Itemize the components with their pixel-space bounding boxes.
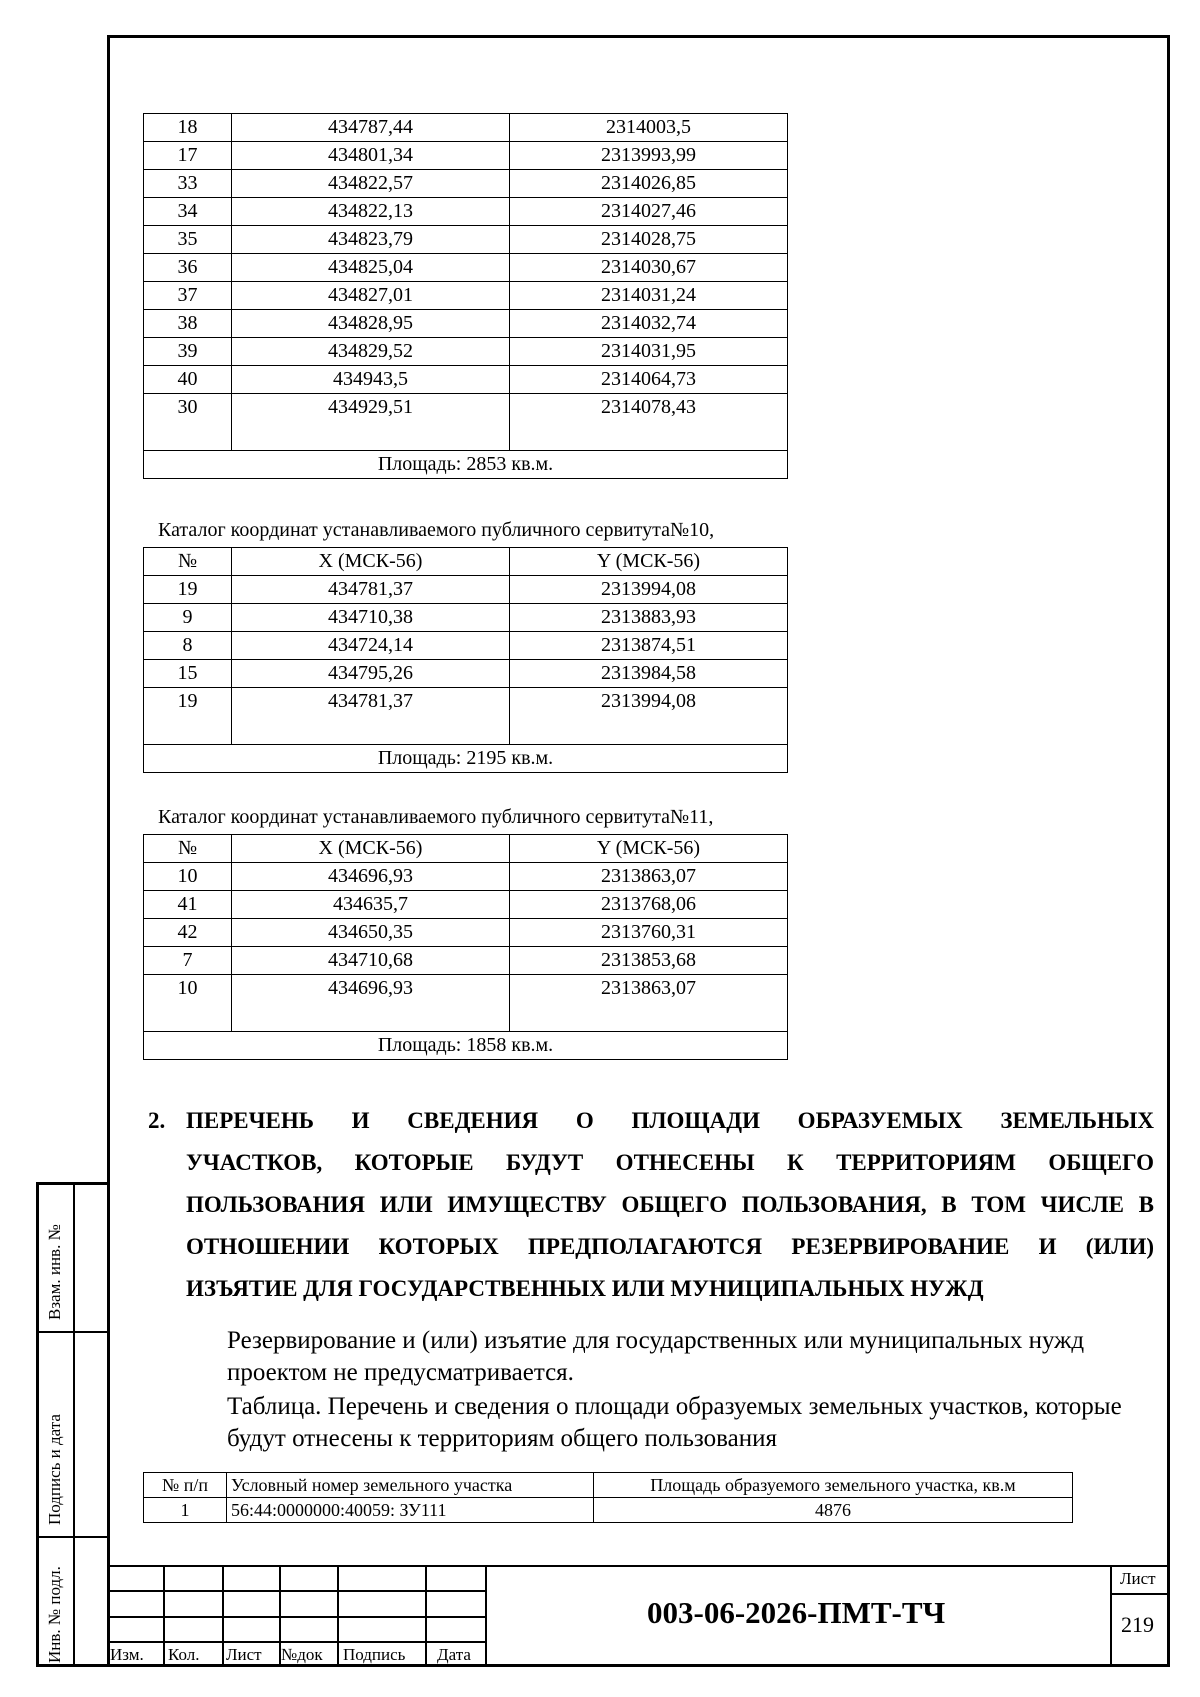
header-cell: X (МСК-56) xyxy=(232,548,510,576)
table-row xyxy=(144,198,788,226)
coordinates-table-11 xyxy=(143,834,788,1060)
header-cell: № п/п xyxy=(144,1473,227,1498)
table-cell: 434781,37 xyxy=(232,688,510,745)
table-row xyxy=(144,604,788,632)
table-cell: 38 xyxy=(144,310,232,338)
table-cell: 34 xyxy=(144,198,232,226)
table-area-row xyxy=(144,1032,788,1060)
heading-line: ПЕРЕЧЕНЬ И СВЕДЕНИЯ О ПЛОЩАДИ ОБРАЗУЕМЫХ ЗЕМЕЛЬНЫХ xyxy=(186,1108,1154,1133)
table-cell: 39 xyxy=(144,338,232,366)
table-cell: 434781,37 xyxy=(232,576,510,604)
table-cell: 434710,68 xyxy=(232,947,510,975)
table-cell: 434696,93 xyxy=(232,975,510,1032)
table-row xyxy=(144,1498,1073,1523)
heading-line: ИЗЪЯТИЕ ДЛЯ ГОСУДАРСТВЕННЫХ ИЛИ МУНИЦИПАЛЬНЫХ НУЖД xyxy=(186,1276,984,1301)
table-row xyxy=(144,632,788,660)
table-cell: 2314031,24 xyxy=(510,282,788,310)
table-cell: 10 xyxy=(144,863,232,891)
side-label-vzam: Взам. инв. № xyxy=(45,1224,64,1320)
table-row xyxy=(144,226,788,254)
table-cell: 2314027,46 xyxy=(510,198,788,226)
table-cell: 434724,14 xyxy=(232,632,510,660)
table-cell: 8 xyxy=(144,632,232,660)
table-cell: 434822,57 xyxy=(232,170,510,198)
stamp-col-data: Дата xyxy=(437,1645,471,1664)
table-cell: 2313863,07 xyxy=(510,863,788,891)
heading-line: ОТНОШЕНИИ КОТОРЫХ ПРЕДПОЛАГАЮТСЯ РЕЗЕРВИРОВАНИЕ И (ИЛИ) xyxy=(186,1234,1154,1259)
table-row xyxy=(144,142,788,170)
table-cell: 434828,95 xyxy=(232,310,510,338)
stamp-col-podpis: Подпись xyxy=(343,1645,406,1664)
table-cell: 37 xyxy=(144,282,232,310)
table-cell: 2314030,67 xyxy=(510,254,788,282)
table-cell: 434825,04 xyxy=(232,254,510,282)
table-cell: 2313993,99 xyxy=(510,142,788,170)
title-block xyxy=(107,1565,1170,1667)
table-cell: 2314003,5 xyxy=(510,114,788,142)
table-cell: 434929,51 xyxy=(232,394,510,451)
paragraph-table-title xyxy=(155,1391,1145,1455)
table-header-row xyxy=(144,1473,1073,1498)
section-2-heading xyxy=(148,1100,1154,1310)
table-cell: 2313883,93 xyxy=(510,604,788,632)
table-cell: 434829,52 xyxy=(232,338,510,366)
table-cell: 18 xyxy=(144,114,232,142)
table-cell: 2313994,08 xyxy=(510,576,788,604)
table-row xyxy=(144,338,788,366)
table-cell: 36 xyxy=(144,254,232,282)
table-area-row xyxy=(144,745,788,773)
area-value: Площадь: 1858 кв.м. xyxy=(144,1032,788,1060)
table-cell: 19 xyxy=(144,688,232,745)
table-row xyxy=(144,947,788,975)
heading-line: ПОЛЬЗОВАНИЯ ИЛИ ИМУЩЕСТВУ ОБЩЕГО ПОЛЬЗОВАНИЯ, В ТОМ ЧИСЛЕ В xyxy=(186,1192,1154,1217)
header-cell: Y (МСК-56) xyxy=(510,548,788,576)
table-row xyxy=(144,891,788,919)
header-cell: № xyxy=(144,835,232,863)
side-label-inv: Инв. № подл. xyxy=(45,1566,64,1663)
table-cell: 35 xyxy=(144,226,232,254)
paragraph-reservation xyxy=(155,1325,1145,1389)
table-cell: 2313984,58 xyxy=(510,660,788,688)
side-stamp xyxy=(36,1182,107,1667)
table-cell: 2313994,08 xyxy=(510,688,788,745)
table-row xyxy=(144,394,788,451)
table-cell: 2313760,31 xyxy=(510,919,788,947)
table-cell: 434635,7 xyxy=(232,891,510,919)
section-number: 2. xyxy=(148,1108,166,1133)
table-row xyxy=(144,688,788,745)
header-cell: X (МСК-56) xyxy=(232,835,510,863)
header-cell: Условный номер земельного участка xyxy=(227,1473,594,1498)
table-cell: 2313768,06 xyxy=(510,891,788,919)
table-row xyxy=(144,863,788,891)
document-code: 003-06-2026-ПМТ-ТЧ xyxy=(647,1595,946,1630)
table-cell: 7 xyxy=(144,947,232,975)
table-cell: 434943,5 xyxy=(232,366,510,394)
table-cell: 2314028,75 xyxy=(510,226,788,254)
area-value: Площадь: 2853 кв.м. xyxy=(144,451,788,479)
table-10-caption: Каталог координат устанавливаемого публичного сервитута№10, xyxy=(158,519,715,541)
table-cell: 434823,79 xyxy=(232,226,510,254)
table-row xyxy=(144,114,788,142)
stamp-col-list: Лист xyxy=(226,1645,262,1664)
coordinates-table-10 xyxy=(143,547,788,773)
table-cell: 434696,93 xyxy=(232,863,510,891)
table-cell: 434787,44 xyxy=(232,114,510,142)
table-cell: 19 xyxy=(144,576,232,604)
paragraph-text: Резервирование и (или) изъятие для государственных или муниципальных нужд проектом не предусматривается. xyxy=(227,1327,1085,1386)
table-cell: 4876 xyxy=(594,1498,1073,1523)
stamp-col-ndok: №док xyxy=(281,1645,323,1664)
table-row xyxy=(144,660,788,688)
table-row xyxy=(144,310,788,338)
paragraph-text: Таблица. Перечень и сведения о площади образуемых земельных участков, которые будут отнесены к территориям общего пользования xyxy=(227,1393,1122,1452)
table-row xyxy=(144,254,788,282)
table-cell: 434795,26 xyxy=(232,660,510,688)
table-row xyxy=(144,366,788,394)
table-cell: 10 xyxy=(144,975,232,1032)
table-cell: 434827,01 xyxy=(232,282,510,310)
table-cell: 40 xyxy=(144,366,232,394)
table-cell: 1 xyxy=(144,1498,227,1523)
table-cell: 17 xyxy=(144,142,232,170)
coordinates-table-top xyxy=(143,113,788,479)
header-cell: Y (МСК-56) xyxy=(510,835,788,863)
table-header-row xyxy=(144,548,788,576)
table-cell: 2313853,68 xyxy=(510,947,788,975)
table-cell: 2313874,51 xyxy=(510,632,788,660)
table-cell: 2314026,85 xyxy=(510,170,788,198)
table-11-caption: Каталог координат устанавливаемого публичного сервитута№11, xyxy=(158,806,714,828)
table-cell: 434822,13 xyxy=(232,198,510,226)
heading-line: УЧАСТКОВ, КОТОРЫЕ БУДУТ ОТНЕСЕНЫ К ТЕРРИТОРИЯМ ОБЩЕГО xyxy=(186,1150,1154,1175)
stamp-col-kol: Кол. xyxy=(168,1645,200,1664)
area-value: Площадь: 2195 кв.м. xyxy=(144,745,788,773)
table-row xyxy=(144,919,788,947)
side-label-podpis: Подпись и дата xyxy=(45,1414,64,1525)
table-cell: 2314031,95 xyxy=(510,338,788,366)
table-header-row xyxy=(144,835,788,863)
table-area-row xyxy=(144,451,788,479)
table-cell: 30 xyxy=(144,394,232,451)
table-cell: 56:44:0000000:40059: ЗУ111 xyxy=(227,1498,594,1523)
table-cell: 42 xyxy=(144,919,232,947)
table-cell: 33 xyxy=(144,170,232,198)
header-cell: № xyxy=(144,548,232,576)
table-cell: 41 xyxy=(144,891,232,919)
stamp-col-izm: Изм. xyxy=(110,1645,144,1664)
table-cell: 434801,34 xyxy=(232,142,510,170)
table-cell: 2314032,74 xyxy=(510,310,788,338)
table-cell: 434710,38 xyxy=(232,604,510,632)
plots-table xyxy=(143,1472,1073,1523)
table-row xyxy=(144,576,788,604)
sheet-number: 219 xyxy=(1121,1612,1154,1637)
table-cell: 434650,35 xyxy=(232,919,510,947)
table-cell: 2314064,73 xyxy=(510,366,788,394)
table-row xyxy=(144,170,788,198)
table-row xyxy=(144,282,788,310)
table-cell: 2313863,07 xyxy=(510,975,788,1032)
table-cell: 2314078,43 xyxy=(510,394,788,451)
table-row xyxy=(144,975,788,1032)
table-cell: 15 xyxy=(144,660,232,688)
header-cell: Площадь образуемого земельного участка, кв.м xyxy=(594,1473,1073,1498)
table-cell: 9 xyxy=(144,604,232,632)
sheet-label: Лист xyxy=(1120,1569,1156,1588)
